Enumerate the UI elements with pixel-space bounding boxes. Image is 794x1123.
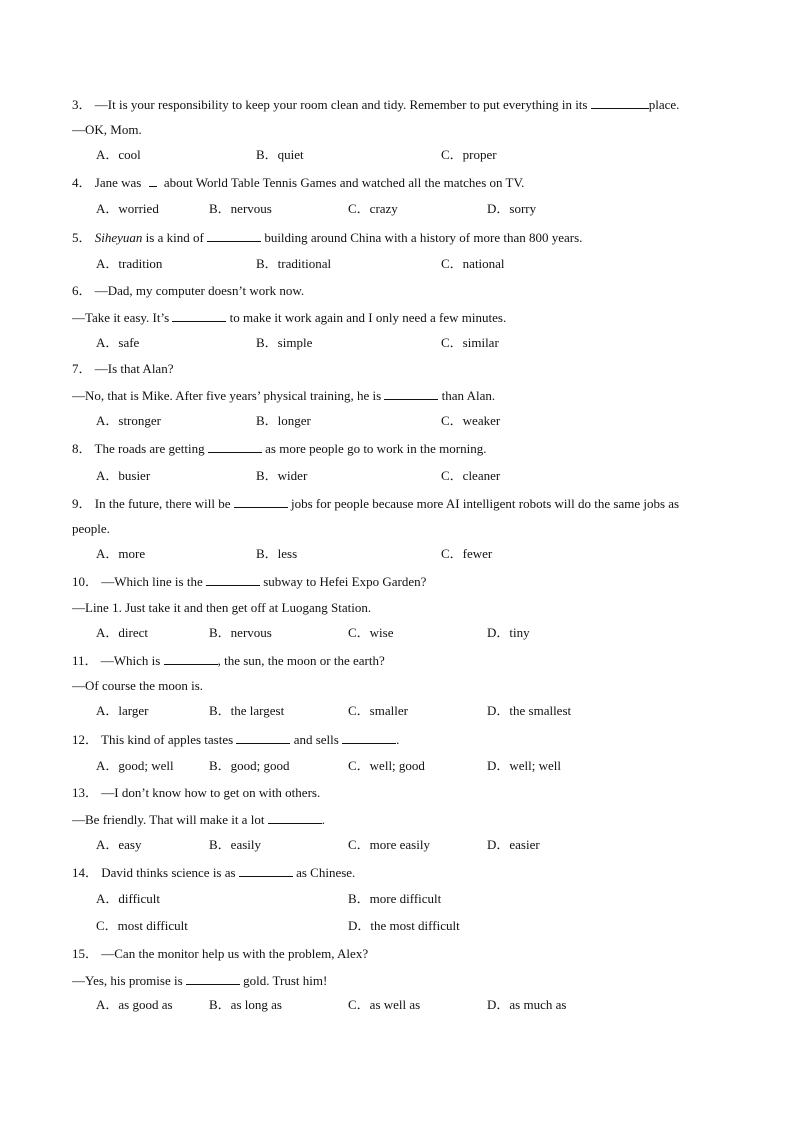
answer-blank bbox=[208, 440, 262, 453]
answer-blank bbox=[236, 731, 290, 744]
option-b[interactable]: B．traditional bbox=[256, 256, 332, 271]
question-5-stem: 5． Siheyuan is a kind of building around China with a history of more than 800 years. bbox=[72, 230, 583, 245]
answer-blank bbox=[591, 96, 649, 109]
option-a[interactable]: A．good; well bbox=[96, 758, 174, 773]
question-13-stem: 13． —I don’t know how to get on with others. bbox=[72, 785, 321, 800]
option-c[interactable]: C．wise bbox=[348, 625, 394, 640]
option-d[interactable]: D．the smallest bbox=[487, 703, 572, 718]
question-12-stem: 12． This kind of apples tastes and sells . bbox=[72, 732, 400, 747]
answer-blank bbox=[239, 864, 293, 877]
option-c[interactable]: C．fewer bbox=[441, 546, 493, 561]
option-b[interactable]: B．the largest bbox=[209, 703, 285, 718]
option-c[interactable]: C．national bbox=[441, 256, 505, 271]
option-a[interactable]: A．more bbox=[96, 546, 146, 561]
answer-blank bbox=[172, 309, 226, 322]
option-d[interactable]: D．the most difficult bbox=[348, 918, 460, 933]
option-b[interactable]: B．nervous bbox=[209, 625, 272, 640]
question-11-stem: 11． —Which is , the sun, the moon or the earth? bbox=[72, 653, 385, 668]
option-c[interactable]: C．more easily bbox=[348, 837, 430, 852]
question-6-stem: 6． —Dad, my computer doesn’t work now. bbox=[72, 283, 305, 298]
question-4-stem: 4． Jane was about World Table Tennis Games and watched all the matches on TV. bbox=[72, 175, 525, 190]
option-a[interactable]: A．larger bbox=[96, 703, 149, 718]
option-a[interactable]: A．tradition bbox=[96, 256, 163, 271]
question-11-reply: —Of course the moon is. bbox=[72, 678, 204, 693]
question-9-stem-continued: people. bbox=[72, 521, 110, 536]
option-a[interactable]: A．direct bbox=[96, 625, 148, 640]
option-c[interactable]: C．proper bbox=[441, 147, 497, 162]
option-d[interactable]: D．as much as bbox=[487, 997, 567, 1012]
option-c[interactable]: C．smaller bbox=[348, 703, 408, 718]
question-15-stem: 15． —Can the monitor help us with the problem, Alex? bbox=[72, 946, 369, 961]
option-a[interactable]: A．easy bbox=[96, 837, 142, 852]
option-a[interactable]: A．busier bbox=[96, 468, 151, 483]
option-b[interactable]: B．easily bbox=[209, 837, 261, 852]
question-10-stem: 10． —Which line is the subway to Hefei Expo Garden? bbox=[72, 574, 427, 589]
answer-blank bbox=[207, 229, 261, 242]
option-a[interactable]: A．stronger bbox=[96, 413, 161, 428]
question-13-reply: —Be friendly. That will make it a lot . bbox=[72, 812, 325, 827]
option-b[interactable]: B．simple bbox=[256, 335, 313, 350]
option-b[interactable]: B．quiet bbox=[256, 147, 304, 162]
option-c[interactable]: C．crazy bbox=[348, 201, 398, 216]
question-6-reply: —Take it easy. It’s to make it work again and I only need a few minutes. bbox=[72, 310, 507, 325]
question-7-reply: —No, that is Mike. After five years’ physical training, he is than Alan. bbox=[72, 388, 496, 403]
answer-blank bbox=[164, 652, 218, 665]
answer-blank bbox=[186, 972, 240, 985]
option-c[interactable]: C．similar bbox=[441, 335, 499, 350]
option-d[interactable]: D．well; well bbox=[487, 758, 562, 773]
answer-blank bbox=[342, 731, 396, 744]
question-10-reply: —Line 1. Just take it and then get off at Luogang Station. bbox=[72, 600, 372, 615]
question-3-stem: 3． —It is your responsibility to keep your room clean and tidy. Remember to put everything in its place. bbox=[72, 97, 680, 112]
option-d[interactable]: D．tiny bbox=[487, 625, 530, 640]
question-14-stem: 14． David thinks science is as as Chinese. bbox=[72, 865, 356, 880]
option-c[interactable]: C．weaker bbox=[441, 413, 501, 428]
option-c[interactable]: C．most difficult bbox=[96, 918, 188, 933]
answer-blank bbox=[234, 495, 288, 508]
option-a[interactable]: A．safe bbox=[96, 335, 140, 350]
option-b[interactable]: B．more difficult bbox=[348, 891, 442, 906]
option-b[interactable]: B．less bbox=[256, 546, 298, 561]
question-3-reply: —OK, Mom. bbox=[72, 122, 142, 137]
option-b[interactable]: B．wider bbox=[256, 468, 308, 483]
answer-blank bbox=[268, 811, 322, 824]
question-15-reply: —Yes, his promise is gold. Trust him! bbox=[72, 973, 328, 988]
option-d[interactable]: D．easier bbox=[487, 837, 540, 852]
answer-blank bbox=[206, 573, 260, 586]
option-a[interactable]: A．as good as bbox=[96, 997, 173, 1012]
option-b[interactable]: B．as long as bbox=[209, 997, 282, 1012]
option-c[interactable]: C．well; good bbox=[348, 758, 425, 773]
question-7-stem: 7． —Is that Alan? bbox=[72, 361, 174, 376]
option-a[interactable]: A．cool bbox=[96, 147, 141, 162]
option-a[interactable]: A．worried bbox=[96, 201, 159, 216]
option-c[interactable]: C．cleaner bbox=[441, 468, 501, 483]
question-9-stem: 9． In the future, there will be jobs for people because more AI intelligent robots will do the same jobs as bbox=[72, 496, 680, 511]
option-b[interactable]: B．nervous bbox=[209, 201, 272, 216]
option-b[interactable]: B．good; good bbox=[209, 758, 290, 773]
option-a[interactable]: A．difficult bbox=[96, 891, 161, 906]
question-8-stem: 8． The roads are getting as more people go to work in the morning. bbox=[72, 441, 487, 456]
answer-blank bbox=[384, 387, 438, 400]
option-b[interactable]: B．longer bbox=[256, 413, 311, 428]
option-d[interactable]: D．sorry bbox=[487, 201, 537, 216]
option-c[interactable]: C．as well as bbox=[348, 997, 421, 1012]
answer-blank bbox=[149, 174, 157, 187]
